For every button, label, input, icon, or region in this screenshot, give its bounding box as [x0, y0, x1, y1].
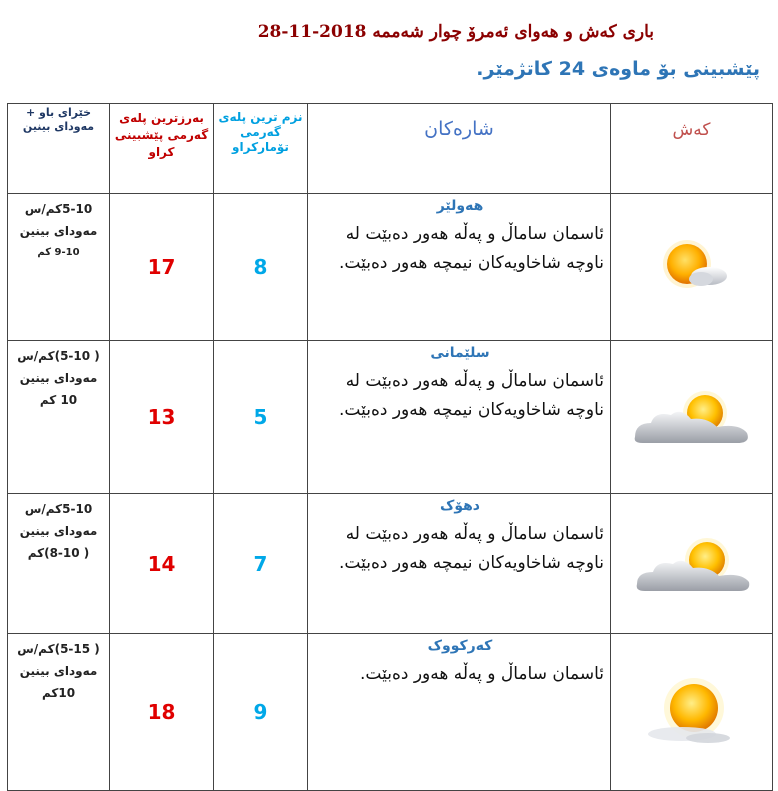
visibility-label: مەودای بینین [19, 224, 98, 238]
page-title: باری کەش و هەوای ئەمرۆ چوار شەممە 2018-11-28 [257, 22, 654, 42]
weather-description: ئاسمان ساماڵ و پەڵە هەور دەبێت لە ناوچە شاخاویەکان نیمچە هەور دەبێت. [339, 371, 604, 420]
visibility-label: مەودای بینین [19, 664, 98, 678]
weather-description: ئاسمان ساماڵ و پەڵە هەور دەبێت. [359, 664, 604, 684]
wind-visibility-cell [8, 341, 110, 494]
header-cities: شارەکان [308, 104, 611, 194]
header-weather: کەش [611, 104, 773, 194]
wind-speed: 5-10کم/س [24, 502, 93, 516]
city-cell [308, 194, 611, 341]
wind-visibility-cell [8, 634, 110, 791]
hazy-sun-icon [642, 672, 742, 752]
city-name: سلێمانی [430, 345, 490, 361]
max-temp-value: 13 [110, 341, 214, 494]
forecast-table [7, 103, 773, 791]
min-temp-value: 7 [214, 494, 308, 634]
max-temp-value: 18 [110, 634, 214, 791]
wind-visibility-cell [8, 494, 110, 634]
wind-speed: ( 5-15)کم/س [17, 642, 100, 656]
weather-icon-cell [611, 341, 773, 494]
header-wind-visibility: خێرای باو + مەودای بینین [8, 104, 110, 194]
sun-behind-clouds-icon [627, 534, 757, 594]
min-temp-value: 9 [214, 634, 308, 791]
wind-speed: 5-10کم/س [24, 202, 93, 216]
table-row [8, 194, 773, 341]
weather-icon-cell [611, 634, 773, 791]
city-name: دهۆک [439, 498, 480, 514]
weather-icon-cell [611, 194, 773, 341]
city-name: هەولێر [436, 198, 484, 214]
visibility-value: 9-10 کم [37, 247, 80, 258]
city-name: کەرکووک [427, 638, 493, 654]
city-cell [308, 634, 611, 791]
city-cell [308, 494, 611, 634]
page-subtitle: پێشبینی بۆ ماوەی 24 کاتژمێر. [476, 58, 760, 80]
weather-icon-cell [611, 494, 773, 634]
city-cell [308, 341, 611, 494]
visibility-value: 10کم [41, 686, 76, 700]
table-row [8, 634, 773, 791]
visibility-label: مەودای بینین [19, 371, 98, 385]
partly-cloudy-sun-icon [647, 232, 737, 302]
table-header-row [8, 104, 773, 194]
max-temp-value: 17 [110, 194, 214, 341]
visibility-label: مەودای بینین [19, 524, 98, 538]
wind-speed: ( 5-10)کم/س [17, 349, 100, 363]
table-row [8, 341, 773, 494]
header-min-temp: نزم ترین پلەی گەرمی تۆمارکراو [214, 104, 308, 194]
sun-behind-clouds-icon [627, 387, 757, 447]
max-temp-value: 14 [110, 494, 214, 634]
min-temp-value: 8 [214, 194, 308, 341]
weather-description: ئاسمان ساماڵ و پەڵە هەور دەبێت لە ناوچە شاخاویەکان نیمچە هەور دەبێت. [339, 224, 604, 273]
visibility-value: ( 8-10)کم [27, 546, 90, 560]
visibility-value: 10 کم [39, 393, 78, 407]
wind-visibility-cell [8, 194, 110, 341]
table-row [8, 494, 773, 634]
header-max-temp: بەرزترین پلەی گەرمی پێشبینی کراو [110, 104, 214, 194]
weather-description: ئاسمان ساماڵ و پەڵە هەور دەبێت لە ناوچە شاخاویەکان نیمچە هەور دەبێت. [339, 524, 604, 573]
min-temp-value: 5 [214, 341, 308, 494]
